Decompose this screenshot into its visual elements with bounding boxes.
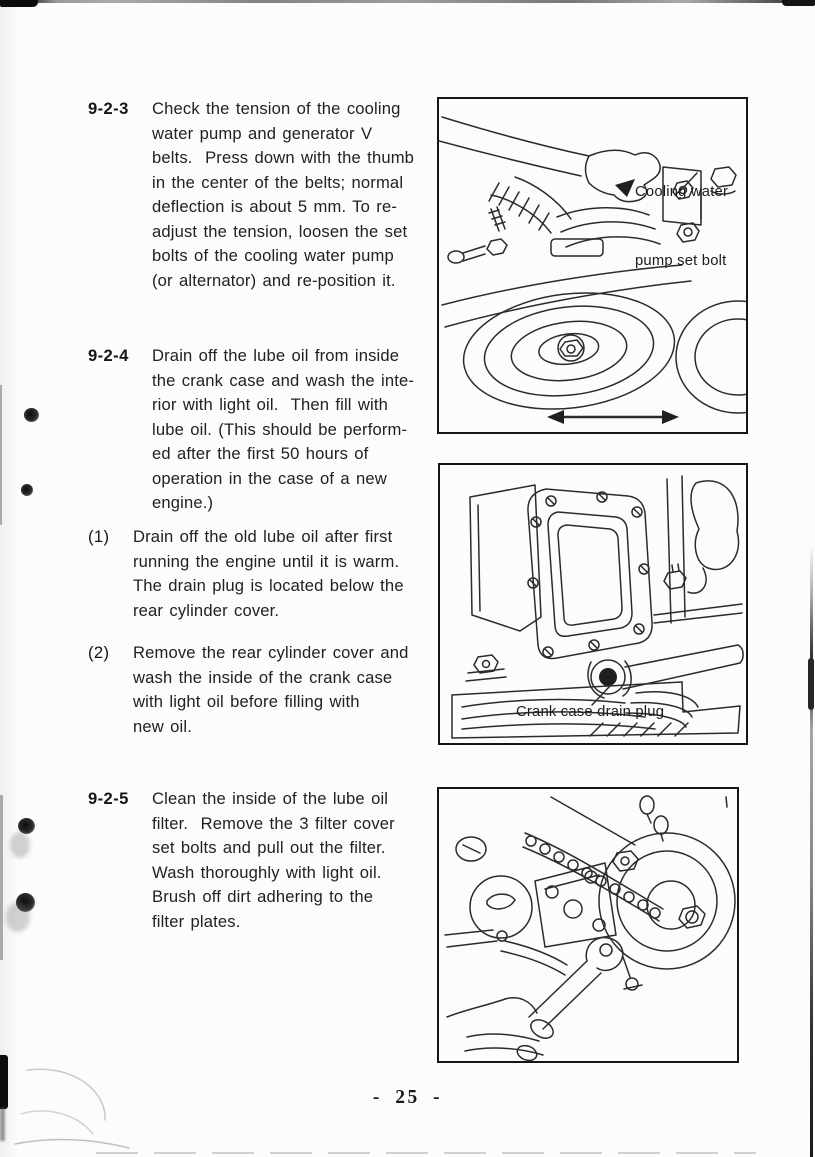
section-number-9-2-3: 9-2-3 — [88, 99, 129, 118]
ink-smudge — [6, 902, 30, 932]
figure-lube-oil-filter — [437, 787, 739, 1063]
ink-smudge-dot — [21, 484, 33, 496]
scan-top-left-mark — [0, 0, 38, 7]
ink-smudge-dot — [24, 408, 39, 422]
text-line: new oil. — [133, 716, 192, 736]
ink-smudge-dot — [18, 818, 35, 834]
text-line: belts. Press down with the thumb — [152, 148, 415, 167]
scan-left-edge-line — [0, 795, 3, 960]
figure-belt-tension — [437, 97, 748, 434]
text-line: filter plates. — [152, 911, 241, 931]
scan-bottom-line — [96, 1152, 756, 1154]
text-line: set bolts and pull out the filter. — [152, 838, 386, 857]
scan-right-edge-streak — [810, 545, 813, 1157]
page-number: - 25 - — [372, 1087, 443, 1108]
figure1-label-line1: Cooling water — [635, 184, 729, 200]
text-line: running the engine until it is warm. — [133, 551, 400, 571]
list-item-number-1: (1) — [88, 527, 110, 546]
set-bolt-pointer-arrowhead — [615, 179, 635, 197]
text-line: ed after the first 50 hours of — [152, 444, 369, 463]
scan-left-vignette — [0, 0, 18, 1157]
text-line: filter. Remove the 3 filter cover — [152, 813, 395, 833]
text-line: The drain plug is located below the — [133, 576, 404, 595]
scan-bottom-left-smudge — [0, 1107, 5, 1141]
ink-smudge — [10, 832, 30, 858]
text-line: Drain off the old lube oil after first — [133, 527, 393, 546]
text-line: adjust the tension, loosen the set — [152, 221, 408, 241]
text-line: operation in the case of a new — [152, 468, 387, 488]
section-text-9-2-5 — [152, 787, 395, 934]
ink-smudge-dot — [16, 893, 35, 912]
text-line: Check the tension of the cooling — [152, 99, 401, 118]
text-line: in the center of the belts; normal — [152, 172, 404, 192]
text-line: Clean the inside of the lube oil — [152, 789, 389, 808]
list-item-number-2: (2) — [88, 643, 110, 662]
scan-left-edge-line — [0, 385, 2, 525]
text-line: water pump and generator V — [152, 123, 373, 143]
scan-top-right-mark — [782, 0, 815, 6]
text-line: (or alternator) and re-position it. — [152, 270, 396, 290]
lube-oil-filter-drawing — [439, 789, 737, 1061]
section-text-9-2-4 — [152, 344, 414, 516]
text-line: rior with light oil. Then fill with — [152, 395, 389, 414]
list-item-text-2 — [133, 641, 408, 739]
text-line: Wash thoroughly with light oil. — [152, 862, 382, 882]
text-line: rear cylinder cover. — [133, 600, 280, 620]
text-line: the crank case and wash the inte- — [152, 370, 415, 390]
text-line: with light oil before filling with — [133, 692, 360, 711]
section-text-9-2-3 — [152, 97, 414, 293]
text-line: lube oil. (This should be perform- — [152, 419, 408, 439]
scan-right-edge-blob — [808, 658, 814, 710]
text-line: bolts of the cooling water pump — [152, 246, 394, 265]
section-number-9-2-5: 9-2-5 — [88, 789, 129, 808]
text-line: Brush off dirt adhering to the — [152, 887, 374, 906]
figure2-label: Crank case drain plug — [516, 704, 665, 720]
list-item-text-1 — [133, 525, 404, 623]
drain-plug — [599, 668, 617, 686]
section-number-9-2-4: 9-2-4 — [88, 346, 129, 365]
figure1-label — [635, 135, 728, 319]
text-line: Remove the rear cylinder cover and — [133, 643, 409, 662]
figure-crankcase-drain — [438, 463, 748, 745]
text-line: engine.) — [152, 493, 214, 512]
text-line: Drain off the lube oil from inside — [152, 346, 400, 365]
text-line: wash the inside of the crank case — [133, 667, 393, 687]
figure1-label-line2: pump set bolt — [635, 253, 727, 269]
scan-top-edge-line — [0, 0, 815, 3]
text-line: deflection is about 5 mm. To re- — [152, 197, 397, 216]
